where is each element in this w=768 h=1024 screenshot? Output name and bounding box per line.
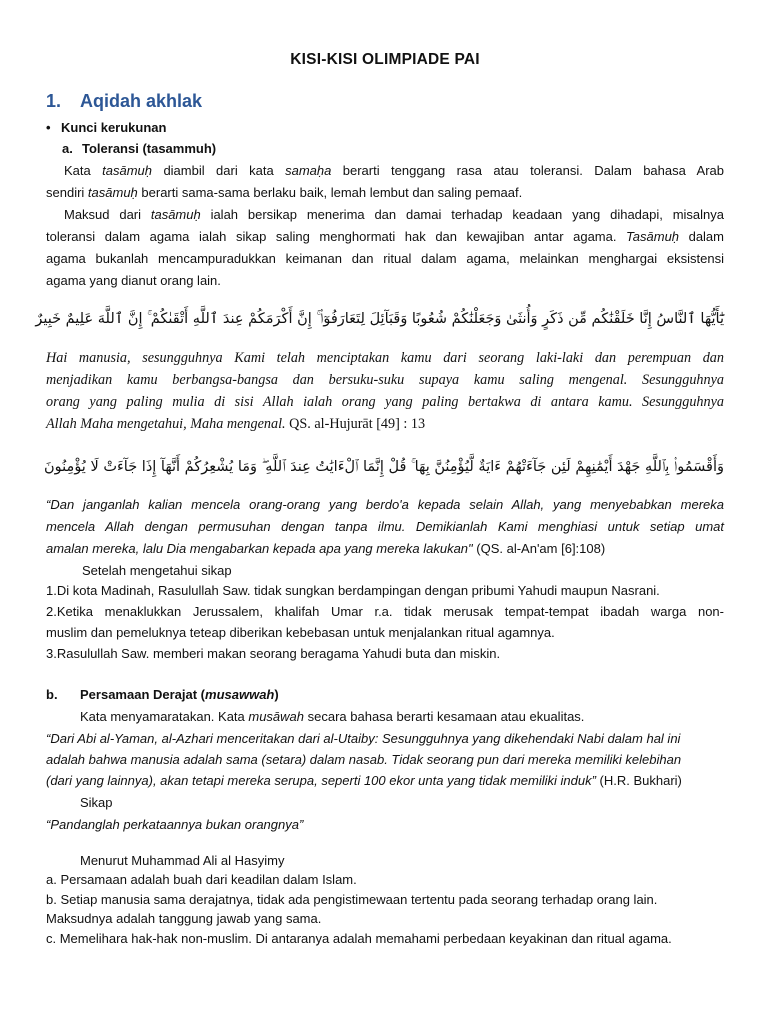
paragraph-line: agama bukanlah mencampuradukkan keimanan dan ritual dalam agama, melainkan menghargai eksistensi [46,251,724,266]
verse-reference: (QS. al-An'am [6]:108) [472,541,606,556]
quote-line: “Pandanglah perkataannya bukan orangnya” [46,817,304,832]
italic-term: Tasāmuḥ [626,229,680,244]
translation-text: Allah Maha mengetahui, Maha mengenal. [46,416,286,432]
bullet-item [46,119,724,137]
list-item: c. Memelihara hak-hak non-muslim. Di antaranya adalah memahami perbedaan keyakinan dan ritual agama. [46,931,672,946]
text-run: Kata [64,163,103,178]
translation-line: mencela Allah dengan permusuhan dengan tanpa ilmu. Demikianlah Kami menghiasi untuk setiap umat [46,519,724,534]
translation-line [46,415,724,433]
text-run: berarti tenggang rasa atau toleransi. Dalam bahasa Arab [331,163,724,178]
text-run: berarti sama-sama berlaku baik, lemah lembut dan saling pemaaf. [137,185,523,200]
italic-term: tasāmuḥ [87,185,138,200]
translation-line: “Dan janganlah kalian mencela orang-orang yang berdo'a kepada selain Allah, yang menyebabkan mereka [46,497,724,512]
subheading-b-label: b. [46,687,58,702]
subheading-a-label: a. [62,141,73,156]
subheading-a [62,140,740,158]
section-heading [46,91,202,112]
list-item: a. Persamaan adalah buah dari keadilan dalam Islam. [46,872,357,887]
text-run: dalam [679,229,724,244]
italic-term: tasāmuḥ [102,163,153,178]
bullet-icon: • [46,120,51,135]
list-item: 2.Ketika menaklukkan Jerussalem, khalifah Umar r.a. tidak merusak tempat-tempat ibadah warga non- [46,604,724,619]
list-item: muslim dan pemeluknya teteap diberikan kebebasan untuk menjalankan ritual agamnya. [46,625,555,640]
hadith-text: (dari yang lainnya), akan tetapi mereka serupa, seperti 100 ekor unta yang tidak memiliki induk” [46,773,596,788]
section-number: 1. [46,91,62,111]
text-run: ialah bersikap menerima dan damai terhadap keadaan yang dihadapi, misalnya [200,207,724,222]
paragraph-line: agama yang dianut orang lain. [46,273,221,288]
bullet-label: Kunci kerukunan [61,120,167,135]
hadith-reference: (H.R. Bukhari) [595,773,682,788]
text-run: Maksud dari [64,207,151,222]
translation-line: menjadikan kamu berbangsa-bangsa dan bersuku-suku supaya kamu saling mengenal. Sesungguhnya [46,372,724,388]
list-item: b. Setiap manusia sama derajatnya, tidak ada pengistimewaan tertentu pada seorang terhadap orang lain. [46,892,658,907]
paragraph-line [64,162,724,180]
italic-term: musāwah [248,709,305,724]
paragraph-line [64,206,724,224]
subheading-b [46,686,724,704]
text-run: secara bahasa berarti kesamaan atau ekualitas. [304,709,585,724]
list-item: 1.Di kota Madinah, Rasulullah Saw. tidak sungkan berdampingan dengan pribumi Yahudi maupun Nasrani. [46,583,660,598]
translation-line [46,540,724,558]
subheading-b-title-end: ) [274,687,279,702]
menurut-line: Menurut Muhammad Ali al Hasyimy [80,853,285,868]
text-run: sendiri [46,185,88,200]
translation-line: Hai manusia, sesungguhnya Kami telah menciptakan kamu dari seorang laki-laki dan perempuan dan [46,350,724,366]
hadith-line: adalah bahwa manusia adalah sama (setara) dalam nasab. Tidak seorang pun dari mereka memiliki kelebihan [46,752,682,767]
text-run: toleransi dalam agama ialah sikap saling menghormati hak dan kewajiban antar agama. [46,229,627,244]
hadith-line: “Dari Abi al-Yaman, al-Azhari menceritakan dari al-Utaiby: Sesungguhnya yang dikehendaki Nabi dalam hal ini [46,731,681,746]
list-item: 3.Rasulullah Saw. memberi makan seorang beragama Yahudi buta dan miskin. [46,646,501,661]
text-run: diambil dari kata [152,163,286,178]
page-title: KISI-KISI OLIMPIADE PAI [290,51,480,68]
translation-text: amalan mereka, lalu Dia mengabarkan kepada apa yang mereka lakukan" [46,541,473,556]
text-run: Kata menyamaratakan. Kata [80,709,249,724]
section-title: Aqidah akhlak [80,91,203,111]
translation-line: orang yang paling mulia di sisi Allah ialah orang yang paling bertakwa di antara kamu. Sesungguhnya [46,394,724,410]
hadith-line [46,772,724,790]
arabic-verse: وَأَقْسَمُوا۟ بِٱللَّهِ جَهْدَ أَيْمَٰنِهِمْ لَئِن جَآءَتْهُمْ ءَايَةٌ لَّيُؤْمِنُنَّ بِهَا ۚ قُلْ إِنَّمَا ٱلْءَايَٰتُ عِندَ ٱللَّهِ ۖ وَمَا يُشْعِرُكُمْ أَنَّهَآ إِذَا جَآءَتْ لَا يُؤْمِنُونَ [44,459,724,475]
paragraph-line [46,228,724,246]
subheading-b-term: musawwah [205,687,275,702]
verse-reference: QS. al-Hujurāt [49] : 13 [285,416,426,432]
subheading-a-title: Toleransi (tasammuh) [82,141,217,156]
sikap-label: Sikap [80,795,113,810]
subheading-text: Setelah mengetahui sikap [82,563,232,578]
subheading-b-title: Persamaan Derajat ( [80,687,206,702]
italic-term: samaḥa [285,163,332,178]
italic-term: tasāmuḥ [150,207,201,222]
paragraph-line [80,708,758,726]
arabic-verse: يَٰٓأَيُّهَا ٱلنَّاسُ إِنَّا خَلَقْنَٰكُم مِّن ذَكَرٍ وَأُنثَىٰ وَجَعَلْنَٰكُمْ شُعُوبًا وَقَبَآئِلَ لِتَعَارَفُوٓا۟ ۚ إِنَّ أَكْرَمَكُمْ عِندَ ٱللَّهِ أَتْقَىٰكُمْ ۚ إِنَّ ٱللَّهَ عَلِيمٌ خَبِيرٌ [35,311,724,327]
paragraph-line [46,184,724,202]
list-item: Maksudnya adalah tanggung jawab yang sama. [46,911,322,926]
